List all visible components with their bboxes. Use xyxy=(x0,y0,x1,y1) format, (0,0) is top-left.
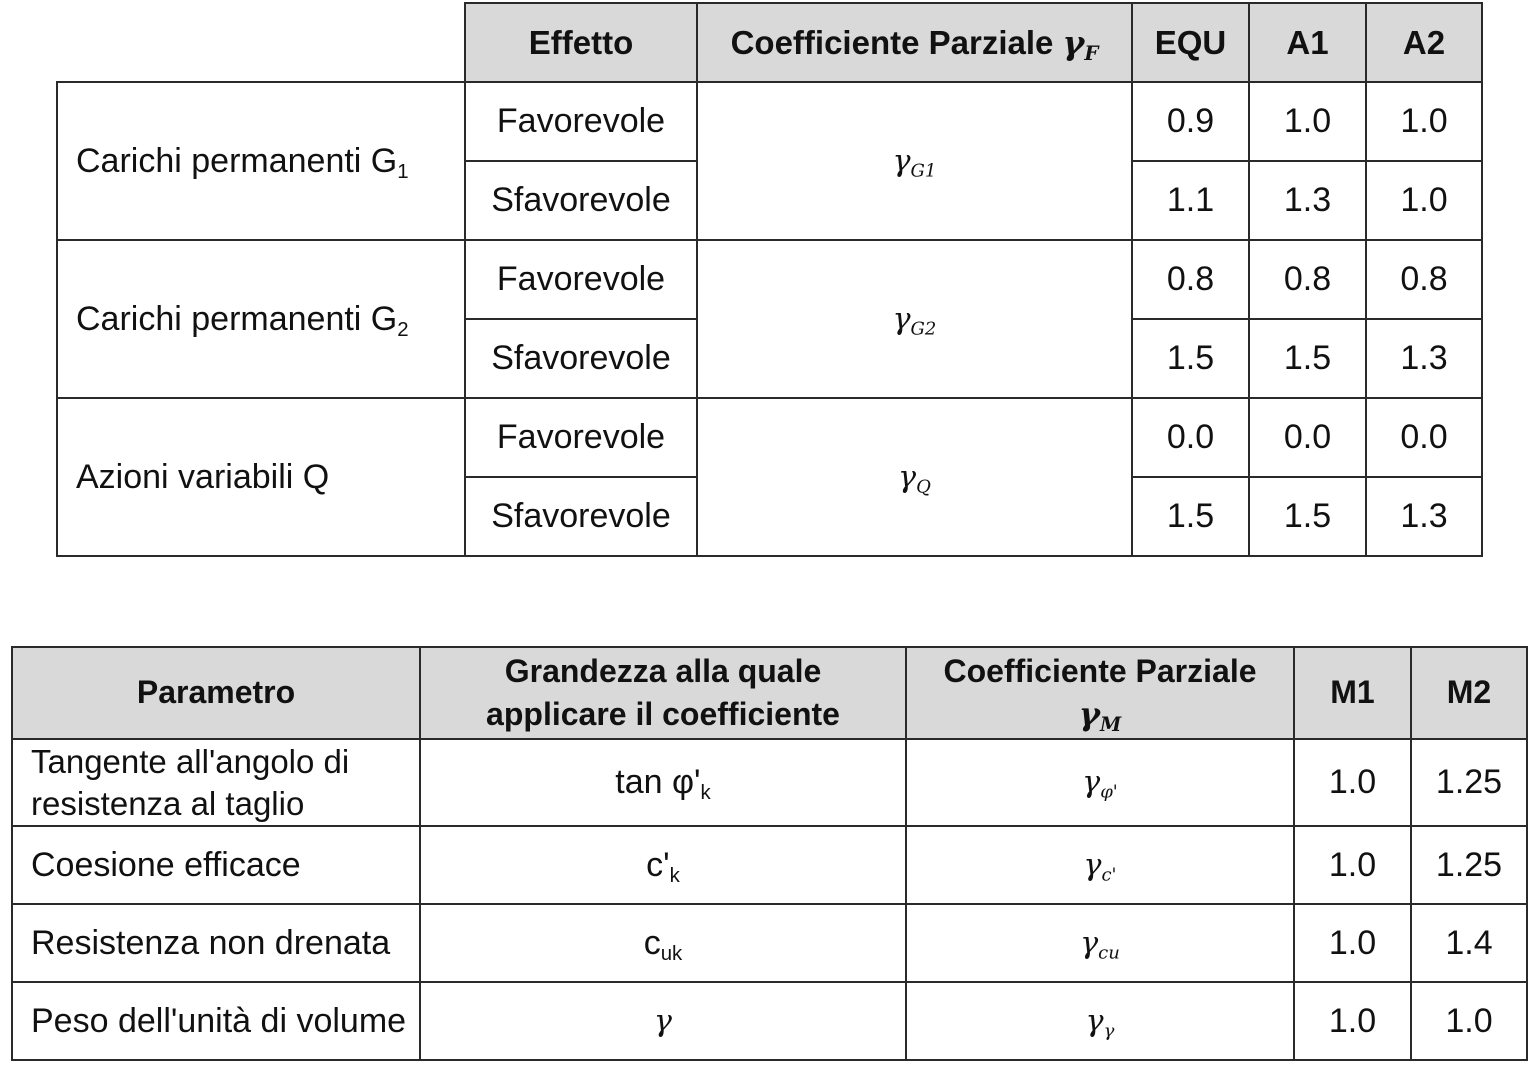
equ-value: 1.5 xyxy=(1132,477,1249,556)
header-coeff-text: Coefficiente Parziale xyxy=(730,24,1054,61)
a1-value: 1.5 xyxy=(1249,477,1366,556)
table-header-row xyxy=(12,647,1527,739)
m1-value: 1.0 xyxy=(1294,982,1411,1060)
grandezza-cell xyxy=(420,826,906,904)
group-label-subscript: 1 xyxy=(397,160,409,183)
effetto-cell: Sfavorevole xyxy=(465,319,697,398)
header-a1: A1 xyxy=(1249,3,1366,82)
gamma-symbol: γ xyxy=(892,143,911,179)
gamma-subscript: Q xyxy=(916,475,931,497)
header-coefficiente-parziale-f xyxy=(697,3,1132,82)
symbol-cell xyxy=(906,739,1294,826)
a2-value: 1.0 xyxy=(1366,161,1482,240)
header-equ: EQU xyxy=(1132,3,1249,82)
grandezza-text: c xyxy=(643,923,661,962)
a2-value: 1.3 xyxy=(1366,319,1482,398)
a2-value: 1.0 xyxy=(1366,82,1482,161)
partial-factors-actions-table xyxy=(56,2,1483,557)
header-grandezza-line1: Grandezza alla quale xyxy=(504,652,822,689)
a1-value: 1.3 xyxy=(1249,161,1366,240)
m2-value: 1.0 xyxy=(1411,982,1527,1060)
equ-value: 1.1 xyxy=(1132,161,1249,240)
m2-value: 1.4 xyxy=(1411,904,1527,982)
equ-value: 0.9 xyxy=(1132,82,1249,161)
gamma-symbol: γ xyxy=(1083,847,1102,883)
table-row xyxy=(12,826,1527,904)
header-coeff-text: Coefficiente Parziale xyxy=(943,652,1257,689)
a2-value: 0.8 xyxy=(1366,240,1482,319)
symbol-cell-q xyxy=(697,398,1132,556)
table-header-row xyxy=(57,3,1482,82)
grandezza-cell xyxy=(420,982,906,1060)
gamma-symbol: γ xyxy=(898,459,917,495)
group-label-q xyxy=(57,398,465,556)
parametro-cell: Resistenza non drenata xyxy=(12,904,420,982)
a2-value: 0.0 xyxy=(1366,398,1482,477)
empty-corner-cell xyxy=(57,3,465,82)
grandezza-cell xyxy=(420,904,906,982)
grandezza-subscript: k xyxy=(669,864,680,887)
grandezza-text: γ xyxy=(654,1003,672,1039)
partial-factors-soil-parameters-table xyxy=(11,646,1528,1061)
gamma-symbol: γ xyxy=(1062,23,1085,62)
gamma-subscript: G1 xyxy=(910,159,937,181)
gamma-subscript: G2 xyxy=(910,317,937,339)
equ-value: 1.5 xyxy=(1132,319,1249,398)
grandezza-subscript: k xyxy=(700,782,711,805)
parametro-cell: Coesione efficace xyxy=(12,826,420,904)
effetto-cell: Favorevole xyxy=(465,398,697,477)
group-label-g1 xyxy=(57,82,465,240)
gamma-subscript: F xyxy=(1084,40,1099,65)
header-grandezza xyxy=(420,647,906,739)
m2-value: 1.25 xyxy=(1411,826,1527,904)
header-a2: A2 xyxy=(1366,3,1482,82)
group-label-text: Carichi permanenti G xyxy=(76,141,398,180)
group-label-subscript: 2 xyxy=(397,318,409,341)
table-row xyxy=(12,982,1527,1060)
table-row xyxy=(57,398,1482,477)
gamma-symbol: γ xyxy=(892,301,911,337)
equ-value: 0.8 xyxy=(1132,240,1249,319)
table-row xyxy=(12,739,1527,826)
a1-value: 1.0 xyxy=(1249,82,1366,161)
effetto-cell: Favorevole xyxy=(465,82,697,161)
group-label-text: Azioni variabili Q xyxy=(76,457,330,496)
effetto-cell: Sfavorevole xyxy=(465,161,697,240)
a1-value: 0.8 xyxy=(1249,240,1366,319)
gamma-symbol: γ xyxy=(1082,765,1101,800)
parametro-cell: Peso dell'unità di volume xyxy=(12,982,420,1060)
gamma-subscript: cu xyxy=(1098,941,1120,963)
symbol-cell xyxy=(906,826,1294,904)
grandezza-text: c' xyxy=(646,845,670,884)
header-coefficiente-parziale-m xyxy=(906,647,1294,739)
grandezza-cell xyxy=(420,739,906,826)
m1-value: 1.0 xyxy=(1294,904,1411,982)
effetto-cell: Sfavorevole xyxy=(465,477,697,556)
header-parametro: Parametro xyxy=(12,647,420,739)
table-row xyxy=(12,904,1527,982)
effetto-cell: Favorevole xyxy=(465,240,697,319)
gamma-subscript: γ xyxy=(1103,1019,1115,1041)
symbol-cell-g2 xyxy=(697,240,1132,398)
table-row xyxy=(57,82,1482,161)
table-row xyxy=(57,240,1482,319)
header-effetto: Effetto xyxy=(465,3,697,82)
a2-value: 1.3 xyxy=(1366,477,1482,556)
group-label-text: Carichi permanenti G xyxy=(76,299,398,338)
symbol-cell-g1 xyxy=(697,82,1132,240)
m1-value: 1.0 xyxy=(1294,739,1411,826)
parametro-cell xyxy=(12,739,420,826)
group-label-g2 xyxy=(57,240,465,398)
grandezza-subscript: uk xyxy=(660,942,683,965)
symbol-cell xyxy=(906,904,1294,982)
parametro-line2: resistenza al taglio xyxy=(31,784,305,822)
gamma-subscript: φ' xyxy=(1100,781,1118,803)
header-grandezza-line2: applicare il coefficiente xyxy=(486,696,840,732)
header-m2: M2 xyxy=(1411,647,1527,739)
m1-value: 1.0 xyxy=(1294,826,1411,904)
gamma-symbol: γ xyxy=(1085,1003,1104,1039)
parametro-line1: Tangente all'angolo di xyxy=(31,743,350,781)
gamma-subscript: c' xyxy=(1101,863,1117,885)
gamma-symbol: γ xyxy=(1080,925,1099,961)
symbol-cell xyxy=(906,982,1294,1060)
m2-value: 1.25 xyxy=(1411,739,1527,826)
gamma-symbol: γ xyxy=(1078,695,1100,733)
grandezza-text: tan φ' xyxy=(615,763,701,801)
equ-value: 0.0 xyxy=(1132,398,1249,477)
a1-value: 0.0 xyxy=(1249,398,1366,477)
a1-value: 1.5 xyxy=(1249,319,1366,398)
gamma-subscript: M xyxy=(1099,712,1122,736)
header-m1: M1 xyxy=(1294,647,1411,739)
